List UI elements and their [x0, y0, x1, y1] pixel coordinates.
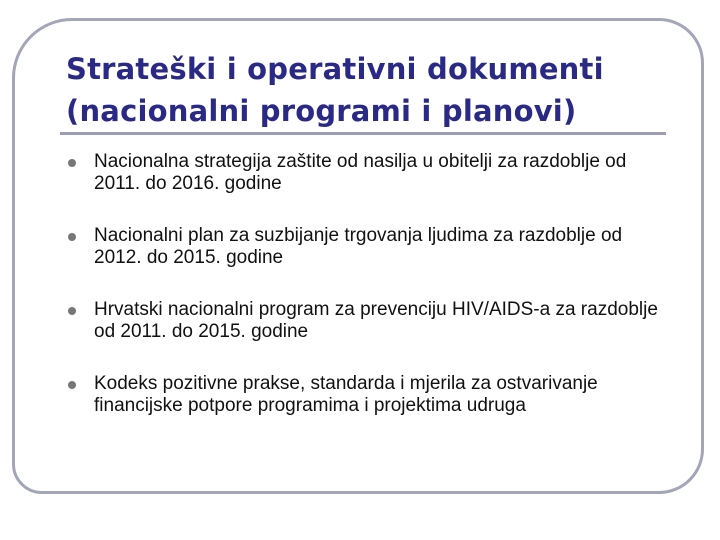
bullet-text: Hrvatski nacionalni program za prevenciju HIV/AIDS-a za razdoblje od 2011. do 2015. godine	[94, 299, 658, 342]
bullet-icon	[68, 307, 76, 315]
bullet-text: Nacionalni plan za suzbijanje trgovanja ljudima za razdoblje od 2012. do 2015. godine	[94, 225, 623, 268]
bullet-icon	[68, 233, 76, 241]
list-item	[68, 151, 668, 195]
bullet-icon	[68, 159, 76, 167]
bullet-list	[68, 151, 668, 447]
list-item	[68, 225, 668, 269]
title-line-2: (nacionalni programi i planovi)	[66, 94, 577, 128]
list-item	[68, 373, 668, 417]
list-item	[68, 299, 668, 343]
bullet-text: Kodeks pozitivne prakse, standarda i mjerila za ostvarivanje financijske potpore programima i projektima udruga	[94, 373, 598, 416]
bullet-icon	[68, 381, 76, 389]
title-line-1: Strateški i operativni dokumenti	[66, 52, 604, 86]
title-divider	[60, 132, 666, 135]
slide-title	[66, 48, 604, 132]
bullet-text: Nacionalna strategija zaštite od nasilja u obitelji za razdoblje od 2011. do 2016. godine	[94, 151, 627, 194]
